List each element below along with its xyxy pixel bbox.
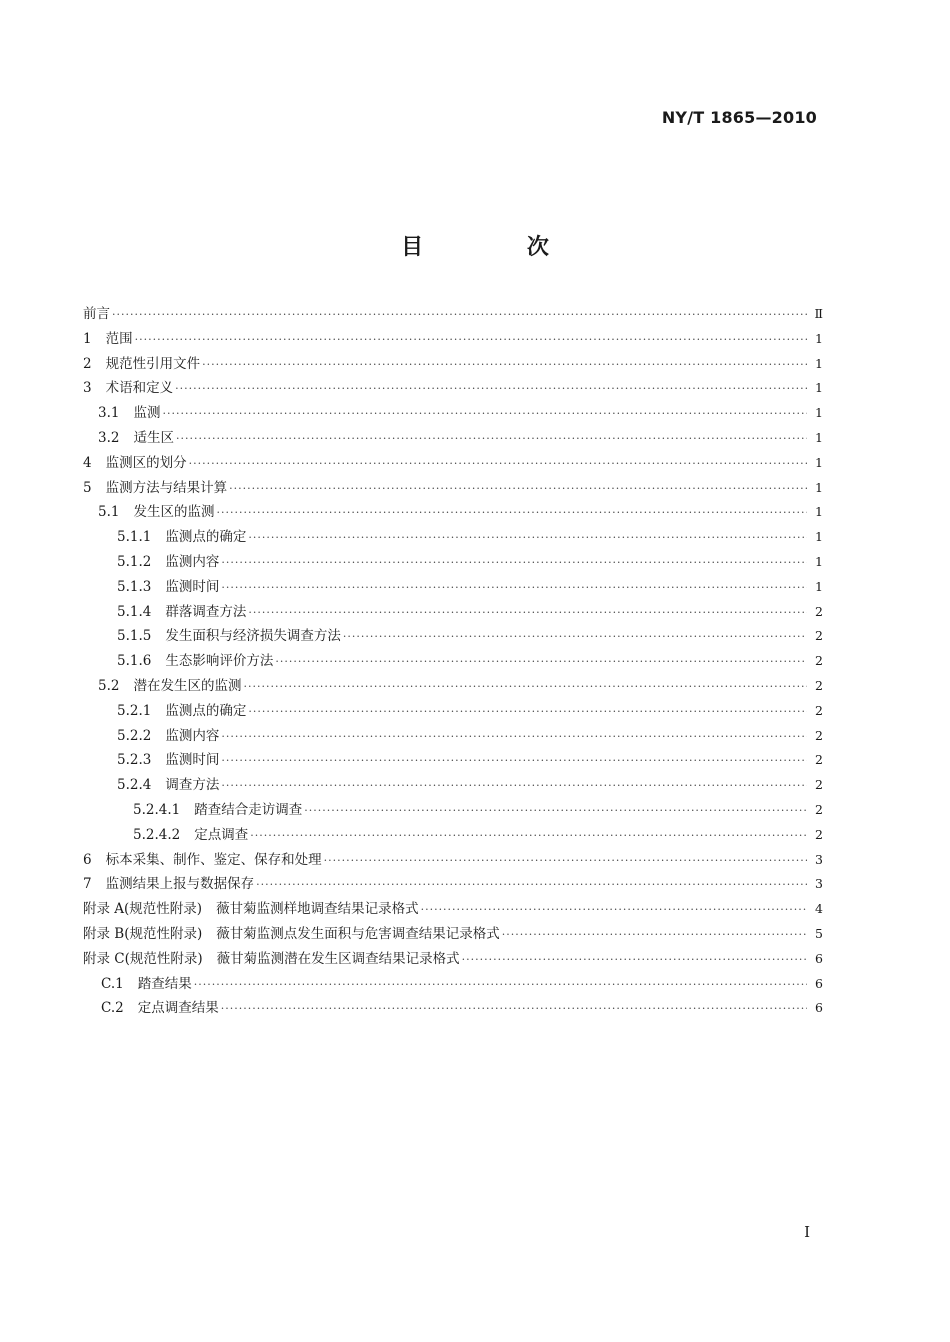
toc-entry-title: 监测时间	[165, 578, 220, 595]
toc-entry-page: 2	[815, 603, 823, 619]
toc-leader-dots	[221, 730, 807, 743]
toc-entry-number: 5	[83, 479, 92, 496]
toc-entry-title: 调查方法	[165, 777, 220, 794]
toc-entry-number: 2	[83, 355, 92, 372]
toc-entry-title: 规范性引用文件	[105, 355, 201, 372]
toc-entry-title: 潜在发生区的监测	[133, 677, 242, 694]
toc-entry-page: 1	[815, 504, 823, 520]
toc-leader-dots	[462, 953, 807, 966]
toc-entry-number: C.1	[101, 975, 124, 992]
toc-entry-title: 定点调查	[194, 826, 249, 843]
toc-entry-number: 5.2.3	[117, 752, 152, 769]
toc-entry[interactable]	[83, 525, 823, 550]
toc-entry-page: 1	[815, 454, 823, 470]
toc-entry-title: 标本采集、制作、鉴定、保存和处理	[105, 851, 322, 868]
page-number: I	[804, 1223, 810, 1241]
toc-entry-title: 踏查结合走访调查	[194, 801, 303, 818]
toc-entry-title: 监测	[133, 405, 161, 422]
toc-entry[interactable]	[83, 500, 823, 525]
toc-entry-number: 5.2	[98, 677, 120, 694]
toc-entry-number: 附录 C(规范性附录)	[83, 950, 203, 967]
toc-entry-number: 5.1.3	[117, 578, 152, 595]
toc-entry-page: 5	[815, 925, 823, 941]
toc-leader-dots	[275, 655, 807, 668]
toc-entry-number: C.2	[101, 1000, 124, 1017]
toc-entry-page: 2	[815, 801, 823, 817]
toc-leader-dots	[304, 804, 807, 817]
toc-entry-number: 1	[83, 330, 92, 347]
page-title: 目 次	[401, 235, 597, 260]
toc-leader-dots	[175, 382, 807, 395]
toc-entry-title: 定点调查结果	[137, 1000, 219, 1017]
toc-entry[interactable]	[83, 848, 823, 873]
toc-entry[interactable]	[83, 649, 823, 674]
toc-entry-number: 5.2.2	[117, 727, 152, 744]
toc-entry-number: 5.1.1	[117, 529, 152, 546]
toc-entry-page: 6	[815, 1000, 823, 1016]
toc-entry[interactable]	[83, 376, 823, 401]
toc-entry-title: 发生区的监测	[133, 504, 215, 521]
toc-entry-number: 3	[83, 380, 92, 397]
toc-entry-page: 2	[815, 702, 823, 718]
toc-entry[interactable]	[83, 897, 823, 922]
toc-entry[interactable]	[83, 748, 823, 773]
toc-entry-number: 5.1.6	[117, 653, 152, 670]
toc-entry-page: 3	[815, 851, 823, 867]
toc-entry-page: 2	[815, 653, 823, 669]
table-of-contents	[83, 302, 823, 1021]
toc-entry[interactable]	[83, 823, 823, 848]
toc-entry-page: 6	[815, 975, 823, 991]
toc-leader-dots	[189, 457, 807, 470]
toc-leader-dots	[162, 407, 807, 420]
toc-entry[interactable]	[83, 327, 823, 352]
toc-entry-number: 附录 A(规范性附录)	[83, 901, 203, 918]
toc-leader-dots	[248, 531, 807, 544]
toc-entry[interactable]	[83, 972, 823, 997]
toc-entry[interactable]	[83, 724, 823, 749]
toc-entry[interactable]	[83, 451, 823, 476]
toc-entry-number: 3.2	[98, 429, 120, 446]
toc-entry[interactable]	[83, 401, 823, 426]
toc-entry[interactable]	[83, 674, 823, 699]
toc-entry[interactable]	[83, 773, 823, 798]
toc-entry-title: 群落调查方法	[165, 603, 247, 620]
toc-entry[interactable]	[83, 798, 823, 823]
toc-entry-number: 5.1.5	[117, 628, 152, 645]
toc-entry[interactable]	[83, 996, 823, 1021]
toc-entry-title: 监测点的确定	[165, 702, 247, 719]
toc-entry-number: 5.2.4.2	[133, 826, 181, 843]
toc-leader-dots	[229, 482, 807, 495]
toc-entry[interactable]	[83, 872, 823, 897]
toc-entry-number: 5.2.4	[117, 777, 152, 794]
toc-leader-dots	[221, 779, 807, 792]
toc-leader-dots	[248, 705, 807, 718]
toc-entry-page: 1	[815, 529, 823, 545]
toc-entry[interactable]	[83, 699, 823, 724]
standard-code: NY/T 1865—2010	[661, 108, 817, 127]
toc-leader-dots	[243, 680, 807, 693]
toc-leader-dots	[502, 928, 807, 941]
toc-entry[interactable]	[83, 922, 823, 947]
toc-entry-page: 1	[815, 355, 823, 371]
toc-leader-dots	[248, 606, 807, 619]
toc-entry-page: 1	[815, 330, 823, 346]
toc-entry-title: 踏查结果	[137, 975, 192, 992]
toc-entry-title: 监测内容	[165, 553, 220, 570]
toc-leader-dots	[324, 854, 807, 867]
toc-entry-number: 5.2.1	[117, 702, 152, 719]
toc-entry[interactable]	[83, 575, 823, 600]
toc-leader-dots	[135, 333, 807, 346]
toc-leader-dots	[221, 556, 807, 569]
toc-entry-page: 2	[815, 628, 823, 644]
toc-entry-number: 5.2.4.1	[133, 801, 181, 818]
toc-entry-page: 2	[815, 727, 823, 743]
toc-entry-page: 6	[815, 950, 823, 966]
toc-entry-number: 附录 B(规范性附录)	[83, 925, 203, 942]
toc-entry-page: 1	[815, 578, 823, 594]
toc-entry-page: 1	[815, 429, 823, 445]
toc-leader-dots	[112, 308, 807, 321]
toc-entry-page: 2	[815, 777, 823, 793]
toc-entry-title: 生态影响评价方法	[165, 653, 274, 670]
toc-entry[interactable]	[83, 600, 823, 625]
toc-entry-title: 薇甘菊监测潜在发生区调查结果记录格式	[216, 950, 460, 967]
toc-entry-title: 监测方法与结果计算	[105, 479, 228, 496]
toc-entry-number: 5.1.2	[117, 553, 152, 570]
toc-leader-dots	[176, 432, 807, 445]
toc-leader-dots	[343, 630, 807, 643]
toc-entry-title: 适生区	[133, 429, 174, 446]
toc-leader-dots	[221, 754, 807, 767]
toc-entry-number: 7	[83, 876, 92, 893]
toc-leader-dots	[221, 581, 807, 594]
toc-entry[interactable]	[83, 302, 823, 327]
toc-leader-dots	[221, 1002, 807, 1015]
toc-entry-page: Ⅱ	[814, 306, 823, 321]
toc-entry-title: 薇甘菊监测点发生面积与危害调查结果记录格式	[216, 925, 500, 942]
toc-entry-page: 1	[815, 405, 823, 421]
toc-leader-dots	[194, 978, 807, 991]
toc-entry-page: 1	[815, 479, 823, 495]
toc-entry-title: 薇甘菊监测样地调查结果记录格式	[216, 901, 419, 918]
toc-leader-dots	[202, 358, 807, 371]
toc-entry-page: 1	[815, 380, 823, 396]
toc-entry[interactable]	[83, 624, 823, 649]
toc-entry-number: 3.1	[98, 405, 120, 422]
toc-entry[interactable]	[83, 947, 823, 972]
toc-entry-page: 2	[815, 826, 823, 842]
toc-entry-title: 监测点的确定	[165, 529, 247, 546]
toc-entry-title: 监测区的划分	[105, 454, 187, 471]
toc-entry-title: 监测结果上报与数据保存	[105, 876, 255, 893]
toc-entry-title: 监测时间	[165, 752, 220, 769]
toc-entry-title: 前言	[83, 306, 110, 322]
toc-entry[interactable]	[83, 352, 823, 377]
toc-leader-dots	[256, 878, 807, 891]
toc-entry-page: 3	[815, 876, 823, 892]
toc-entry-number: 5.1.4	[117, 603, 152, 620]
toc-entry-page: 4	[815, 901, 823, 917]
toc-entry[interactable]	[83, 426, 823, 451]
toc-entry-page: 2	[815, 752, 823, 768]
toc-entry-title: 范围	[105, 330, 133, 347]
toc-entry-title: 监测内容	[165, 727, 220, 744]
toc-entry-title: 术语和定义	[105, 380, 174, 397]
toc-entry-page: 1	[815, 553, 823, 569]
toc-entry-title: 发生面积与经济损失调查方法	[165, 628, 341, 645]
toc-entry-number: 6	[83, 851, 92, 868]
toc-leader-dots	[216, 506, 807, 519]
toc-entry-number: 5.1	[98, 504, 120, 521]
toc-entry[interactable]	[83, 476, 823, 501]
toc-entry-number: 4	[83, 454, 92, 471]
toc-entry[interactable]	[83, 550, 823, 575]
toc-entry-page: 2	[815, 677, 823, 693]
toc-leader-dots	[421, 903, 807, 916]
toc-leader-dots	[250, 829, 807, 842]
